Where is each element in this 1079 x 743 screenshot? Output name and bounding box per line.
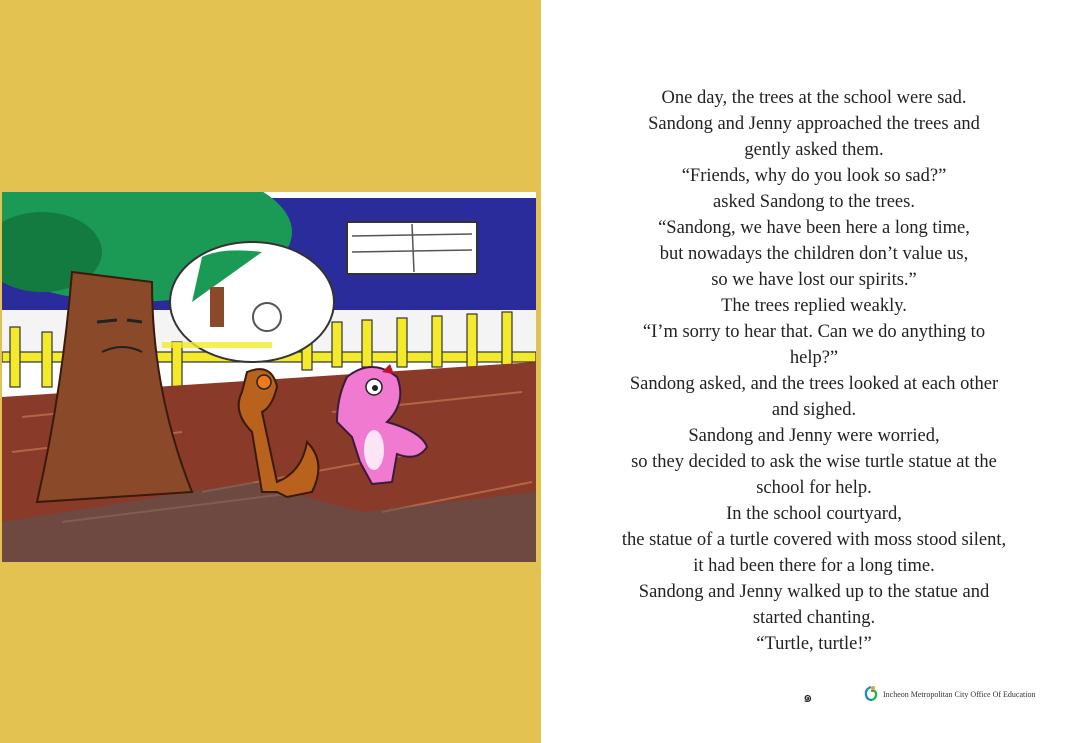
story-line: gently asked them. bbox=[744, 140, 884, 160]
trees-lizard-chameleon-illustration bbox=[2, 192, 536, 562]
story-line: so they decided to ask the wise turtle statue at the bbox=[631, 452, 997, 472]
story-line: Sandong asked, and the trees looked at each other bbox=[629, 374, 999, 394]
story-line: “Friends, why do you look so sad?” bbox=[681, 166, 947, 186]
story-line: so we have lost our spirits.” bbox=[711, 270, 917, 290]
story-line: Sandong and Jenny approached the trees and bbox=[648, 114, 980, 134]
story-line: In the school courtyard, bbox=[726, 504, 902, 524]
story-line: One day, the trees at the school were sad. bbox=[661, 88, 967, 108]
story-line: “I’m sorry to hear that. Can we do anything to bbox=[642, 322, 986, 342]
publisher-name: Incheon Metropolitan City Office Of Education bbox=[883, 689, 1036, 699]
story-line: help?” bbox=[789, 348, 839, 368]
story-line: and sighed. bbox=[771, 400, 857, 420]
right-page bbox=[541, 0, 1079, 743]
story-line: the statue of a turtle covered with moss stood silent, bbox=[621, 530, 1007, 550]
story-line: but nowadays the children don’t value us, bbox=[659, 244, 969, 264]
page-number: ๑ bbox=[803, 688, 813, 706]
story-line: Sandong and Jenny were worried, bbox=[688, 426, 940, 446]
story-line: started chanting. bbox=[752, 608, 876, 628]
publisher-footer bbox=[863, 684, 1035, 704]
story-line: The trees replied weakly. bbox=[721, 296, 907, 316]
story-line: it had been there for a long time. bbox=[693, 556, 935, 576]
story-illustration bbox=[2, 192, 536, 562]
story-line: school for help. bbox=[756, 478, 872, 498]
story-text bbox=[599, 85, 1029, 657]
incheon-education-logo-icon bbox=[863, 685, 879, 703]
story-line: asked Sandong to the trees. bbox=[713, 192, 915, 212]
story-line: “Turtle, turtle!” bbox=[756, 634, 872, 654]
story-line: Sandong and Jenny walked up to the statue and bbox=[638, 582, 990, 602]
story-line: “Sandong, we have been here a long time, bbox=[658, 218, 970, 238]
